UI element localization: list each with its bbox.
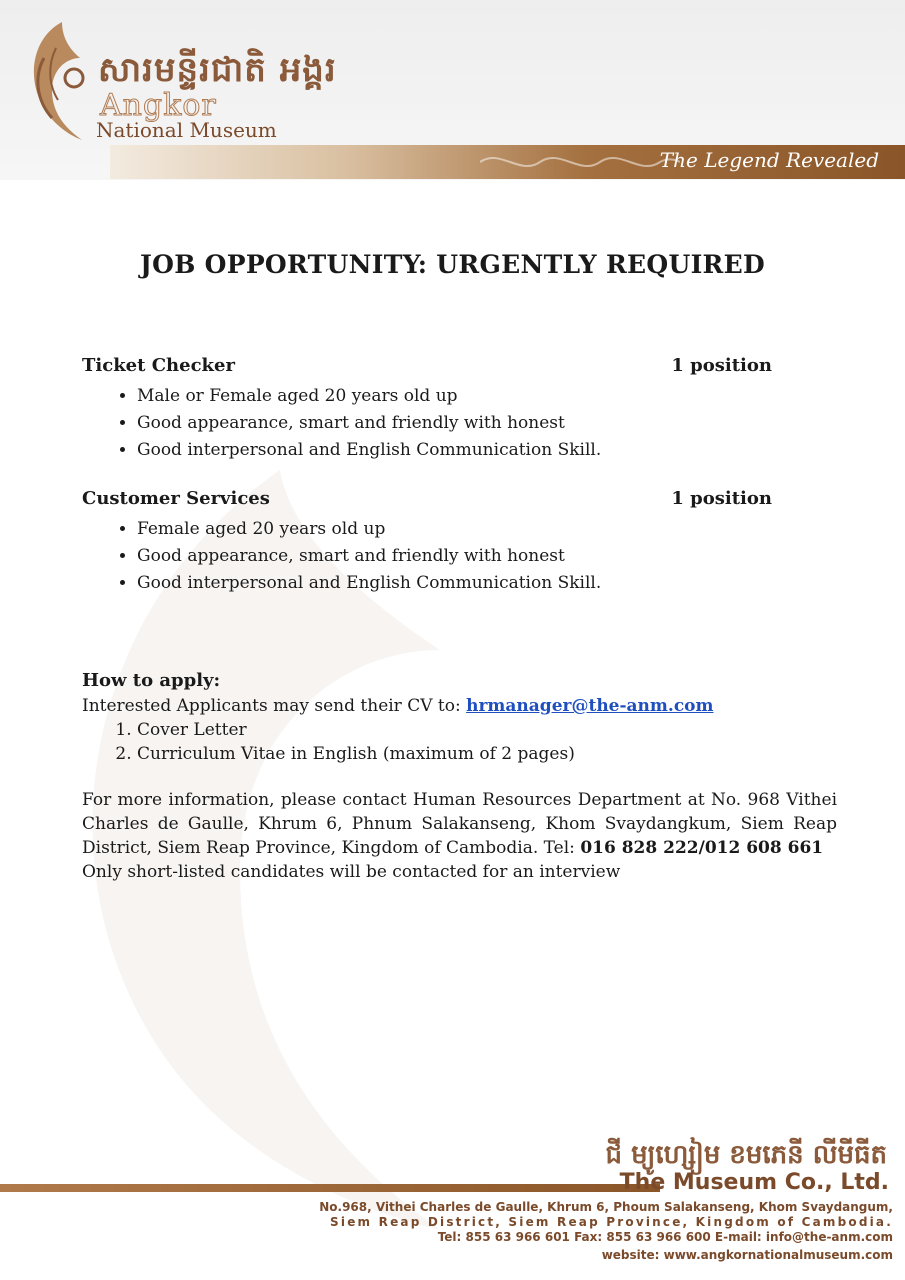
requirements-list (82, 516, 772, 597)
footer-address-1: No.968, Vithei Charles de Gaulle, Khrum 6, Phoum Salakanseng, Khom Svaydangum, (319, 1200, 893, 1214)
how-to-apply (82, 668, 842, 766)
apply-intro-line (82, 694, 842, 718)
job-ticket-checker (82, 355, 772, 464)
museum-logo-icon (22, 18, 100, 142)
job-title: Customer Services (82, 488, 270, 509)
list-item: • Good appearance, smart and friendly with honest (137, 410, 772, 437)
logo-angkor: Angkor (100, 88, 217, 123)
email-link[interactable]: hrmanager@the-anm.com (466, 696, 714, 716)
footer-khmer-company: ជី ម្យូហ្សៀម ខមភេនី លីមីធីត (605, 1140, 887, 1170)
job-customer-services (82, 488, 772, 597)
shortlist-note: Only short-listed candidates will be contacted for an interview (82, 862, 621, 882)
footer-contact: Tel: 855 63 966 601 Fax: 855 63 966 600 E-mail: info@the-anm.com (437, 1230, 893, 1244)
list-item: • Good interpersonal and English Communication Skill. (137, 437, 772, 464)
tagline: The Legend Revealed (659, 148, 879, 172)
apply-intro: Interested Applicants may send their CV to: (82, 696, 467, 716)
list-item: • Good interpersonal and English Communication Skill. (137, 570, 772, 597)
contact-info (82, 788, 837, 884)
footer-company: The Museum Co., Ltd. (619, 1170, 889, 1195)
ornament-icon (480, 148, 680, 176)
contact-text: For more information, please contact Human Resources Department at No. 968 Vithei Charles de Gaulle, Khrum 6, Phnum Salakanseng, Khom Svaydangkum, Siem Reap District, Siem Reap Province, Kingdom of Cambodia. Tel: (82, 790, 837, 858)
footer-address-2: Siem Reap District, Siem Reap Province, Kingdom of Cambodia. (330, 1215, 893, 1229)
letterhead (0, 0, 905, 180)
footer-rule (0, 1184, 660, 1192)
requirements-list (82, 383, 772, 464)
job-positions: 1 position (671, 355, 772, 376)
page-title: JOB OPPORTUNITY: URGENTLY REQUIRED (140, 250, 765, 279)
apply-heading: How to apply: (82, 670, 221, 691)
documents-list (82, 718, 842, 766)
logo-national-museum: National Museum (96, 118, 277, 142)
list-item: 1. Cover Letter (137, 718, 842, 742)
job-title: Ticket Checker (82, 355, 235, 376)
list-item: • Female aged 20 years old up (137, 516, 772, 543)
logo-khmer-name: សារមន្ទីរជាតិ អង្គរ (98, 50, 337, 90)
list-item: • Male or Female aged 20 years old up (137, 383, 772, 410)
list-item: • Good appearance, smart and friendly with honest (137, 543, 772, 570)
job-positions: 1 position (671, 488, 772, 509)
contact-phone: 016 828 222/012 608 661 (580, 838, 824, 858)
footer-website[interactable]: website: www.angkornationalmuseum.com (601, 1248, 893, 1262)
list-item: 2. Curriculum Vitae in English (maximum of 2 pages) (137, 742, 842, 766)
